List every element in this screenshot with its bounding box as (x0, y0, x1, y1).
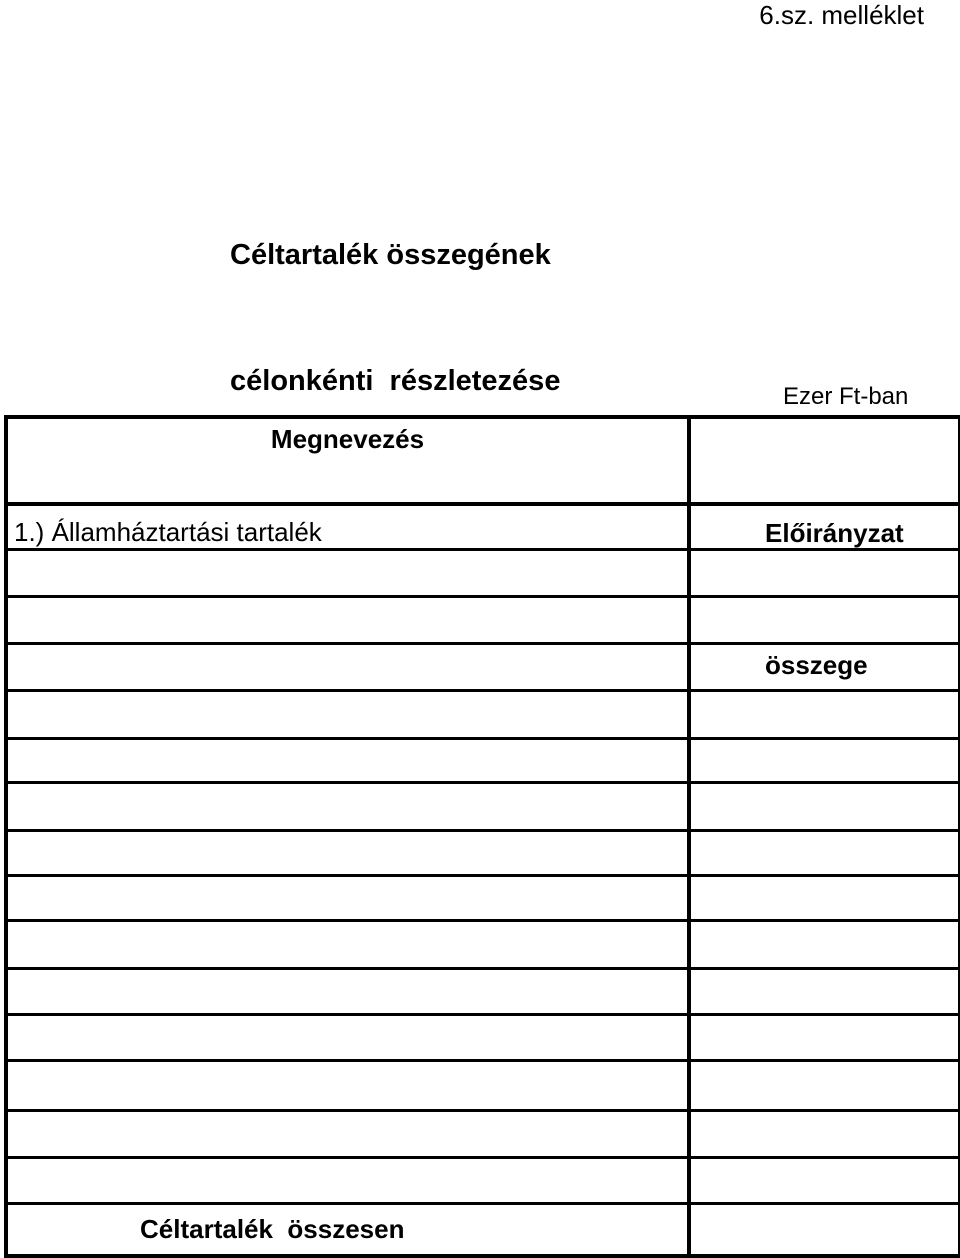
header-amount-line-2: összege (765, 650, 868, 680)
row-1-label: 1.) Államháztartási tartalék (14, 517, 322, 547)
row-separator (8, 967, 958, 970)
row-separator (8, 1013, 958, 1016)
row-separator (8, 1202, 958, 1205)
title-line-1: Céltartalék összegének (230, 239, 551, 271)
header-name-cell (8, 423, 687, 455)
row-separator (8, 1156, 958, 1159)
row-separator (8, 548, 958, 551)
row-separator (8, 874, 958, 877)
title-line-2: célonkénti részletezése (230, 365, 561, 397)
row-separator (8, 595, 958, 598)
row-separator (8, 737, 958, 740)
header-amount-cell (691, 423, 958, 775)
reserve-table (4, 415, 960, 1258)
row-separator (8, 829, 958, 832)
row-separator (8, 781, 958, 784)
row-separator (8, 689, 958, 692)
row-separator (8, 642, 958, 645)
header-name-label: Megnevezés (270, 424, 425, 454)
row-separator (8, 1109, 958, 1112)
row-separator (8, 919, 958, 922)
total-label: Céltartalék összesen (140, 1214, 405, 1244)
header-bottom-border (8, 502, 958, 506)
unit-note: Ezer Ft-ban (783, 383, 909, 410)
annex-label: 6.sz. melléklet (759, 0, 924, 30)
document-title (230, 150, 560, 444)
header-amount-line-1: Előirányzat (765, 518, 904, 548)
row-separator (8, 1059, 958, 1062)
